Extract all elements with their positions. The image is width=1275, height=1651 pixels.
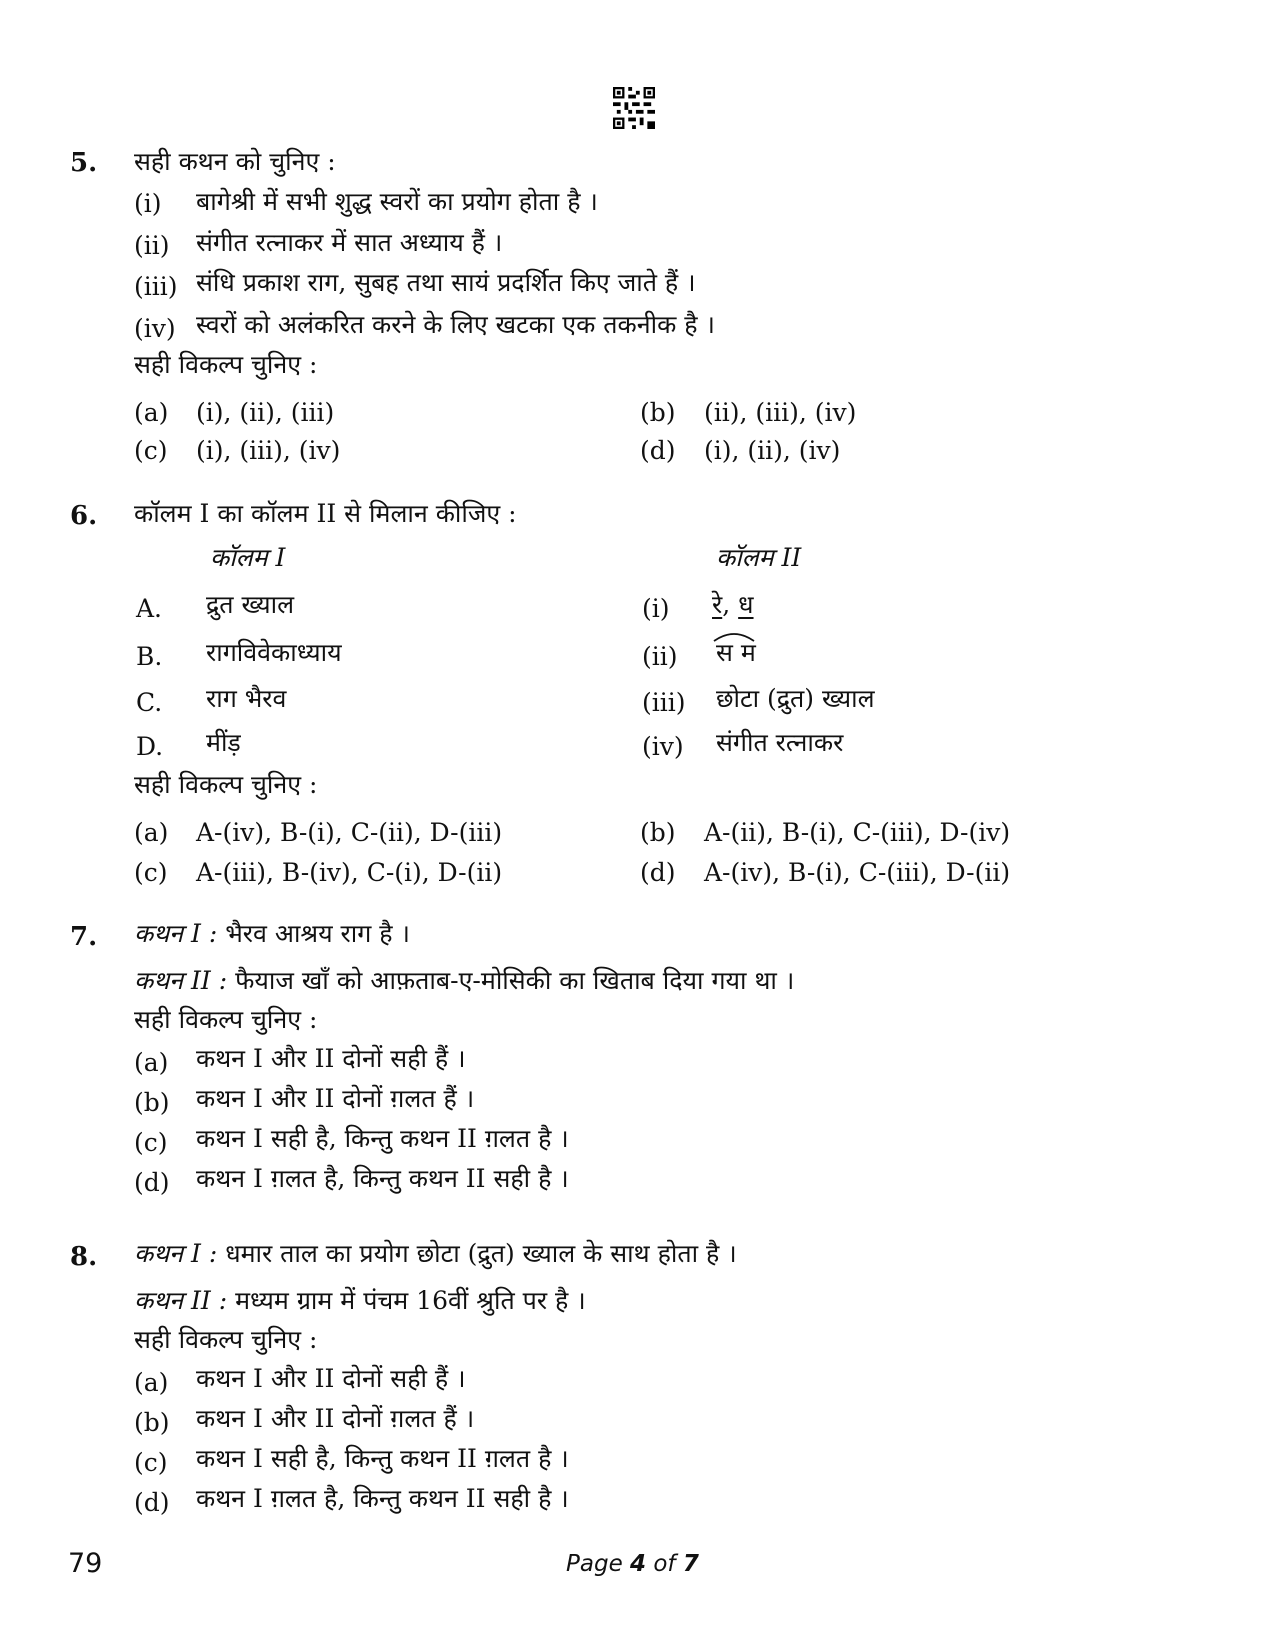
question-number: 5. <box>70 148 98 178</box>
page-word: Page <box>566 1551 623 1577</box>
option-label[interactable]: (d) <box>640 858 676 887</box>
statement-2 <box>134 1288 586 1313</box>
option-label[interactable]: (d) <box>134 1488 170 1517</box>
swara-re: रे <box>712 590 723 619</box>
option-text[interactable]: कथन I और II दोनों ग़लत हैं । <box>196 1404 475 1433</box>
option-label[interactable]: (b) <box>134 1088 170 1117</box>
column-1-label: C. <box>136 688 163 717</box>
statement-1 <box>134 921 410 946</box>
column-2-item: संगीत रत्नाकर <box>716 728 844 757</box>
option-text[interactable]: कथन I सही है, किन्तु कथन II ग़लत है । <box>196 1124 569 1153</box>
option-label[interactable]: (a) <box>134 398 169 427</box>
column-2-label: (ii) <box>642 642 678 671</box>
column-2-label: (i) <box>642 594 670 623</box>
column-2-item <box>712 592 754 617</box>
column-2-label: (iv) <box>642 732 684 761</box>
option-text[interactable]: कथन I ग़लत है, किन्तु कथन II सही है । <box>196 1484 569 1513</box>
column-1-label: A. <box>136 594 163 623</box>
column-2-item: छोटा (द्रुत) ख्याल <box>716 684 875 713</box>
option-text[interactable]: (ii), (iii), (iv) <box>704 398 857 427</box>
option-label[interactable]: (a) <box>134 818 169 847</box>
statement-1-text: भैरव आश्रय राग है । <box>225 919 410 948</box>
question-number: 7. <box>70 922 98 952</box>
page-indicator <box>566 1553 699 1576</box>
option-text[interactable]: कथन I और II दोनों ग़लत हैं । <box>196 1084 475 1113</box>
page-number: 4 <box>630 1551 647 1577</box>
column-1-item: मींड़ <box>206 728 241 757</box>
column-1-heading: कॉलम I <box>210 543 286 572</box>
option-label[interactable]: (d) <box>640 436 676 465</box>
option-label[interactable]: (b) <box>640 398 676 427</box>
paper-code: 79 <box>68 1548 103 1579</box>
statement-text: संगीत रत्नाकर में सात अध्याय हैं । <box>196 228 503 257</box>
option-label[interactable]: (c) <box>134 858 168 887</box>
choose-prompt: सही विकल्प चुनिए : <box>134 770 318 799</box>
question-number: 6. <box>70 501 98 531</box>
choose-prompt: सही विकल्प चुनिए : <box>134 350 318 379</box>
option-text[interactable]: (i), (ii), (iii) <box>196 398 335 427</box>
option-label[interactable]: (a) <box>134 1048 169 1077</box>
option-label[interactable]: (d) <box>134 1168 170 1197</box>
option-text[interactable]: कथन I और II दोनों सही हैं । <box>196 1364 466 1393</box>
statement-2 <box>134 968 794 993</box>
statement-2-text: मध्यम ग्राम में पंचम 16वीं श्रुति पर है । <box>235 1286 586 1315</box>
option-text[interactable]: A-(iv), B-(i), C-(iii), D-(ii) <box>704 858 1011 887</box>
column-1-item: द्रुत ख्याल <box>206 590 295 619</box>
option-label[interactable]: (a) <box>134 1368 169 1397</box>
statement-1 <box>134 1241 737 1266</box>
option-label[interactable]: (b) <box>640 818 676 847</box>
question-number: 8. <box>70 1242 98 1272</box>
column-1-label: B. <box>136 642 163 671</box>
statement-text: संधि प्रकाश राग, सुबह तथा सायं प्रदर्शित किए जाते हैं । <box>196 268 696 297</box>
option-label[interactable]: (c) <box>134 1128 168 1157</box>
statement-1-text: धमार ताल का प्रयोग छोटा (द्रुत) ख्याल के साथ होता है । <box>225 1239 737 1268</box>
statement-1-label: कथन I : <box>134 1239 218 1268</box>
page-total: 7 <box>682 1551 699 1577</box>
statement-1-label: कथन I : <box>134 919 218 948</box>
option-text[interactable]: A-(ii), B-(i), C-(iii), D-(iv) <box>704 818 1011 847</box>
statement-label: (ii) <box>134 231 170 260</box>
option-text[interactable]: A-(iii), B-(iv), C-(i), D-(ii) <box>196 858 503 887</box>
option-text[interactable]: (i), (ii), (iv) <box>704 436 841 465</box>
question-stem: सही कथन को चुनिए : <box>134 147 336 176</box>
column-2-label: (iii) <box>642 688 686 717</box>
statement-text: स्वरों को अलंकरित करने के लिए खटका एक तकनीक है । <box>196 310 715 339</box>
option-label[interactable]: (c) <box>134 1448 168 1477</box>
qr-code-icon <box>612 87 656 129</box>
choose-prompt: सही विकल्प चुनिए : <box>134 1005 318 1034</box>
option-text[interactable]: A-(iv), B-(i), C-(ii), D-(iii) <box>196 818 503 847</box>
column-2-item: स म <box>716 638 756 667</box>
statement-text: बागेश्री में सभी शुद्ध स्वरों का प्रयोग होता है । <box>196 187 598 216</box>
of-word: of <box>653 1551 676 1577</box>
column-1-label: D. <box>136 732 164 761</box>
column-1-item: राग भैरव <box>206 684 287 713</box>
statement-label: (iv) <box>134 314 176 343</box>
option-text[interactable]: कथन I और II दोनों सही हैं । <box>196 1044 466 1073</box>
statement-2-label: कथन II : <box>134 1286 228 1315</box>
option-label[interactable]: (b) <box>134 1408 170 1437</box>
column-1-item: रागविवेकाध्याय <box>206 638 342 667</box>
statement-label: (iii) <box>134 272 178 301</box>
option-label[interactable]: (c) <box>134 436 168 465</box>
option-text[interactable]: कथन I सही है, किन्तु कथन II ग़लत है । <box>196 1444 569 1473</box>
statement-label: (i) <box>134 189 162 218</box>
swara-separator: , <box>722 590 731 619</box>
column-2-heading: कॉलम II <box>716 543 802 572</box>
option-text[interactable]: (i), (iii), (iv) <box>196 436 341 465</box>
choose-prompt: सही विकल्प चुनिए : <box>134 1325 318 1354</box>
option-text[interactable]: कथन I ग़लत है, किन्तु कथन II सही है । <box>196 1164 569 1193</box>
swara-dha: ध <box>738 590 754 619</box>
statement-2-label: कथन II : <box>134 966 228 995</box>
question-stem: कॉलम I का कॉलम II से मिलान कीजिए : <box>134 499 517 528</box>
statement-2-text: फैयाज खाँ को आफ़ताब-ए-मोसिकी का खिताब दिया गया था । <box>235 966 795 995</box>
